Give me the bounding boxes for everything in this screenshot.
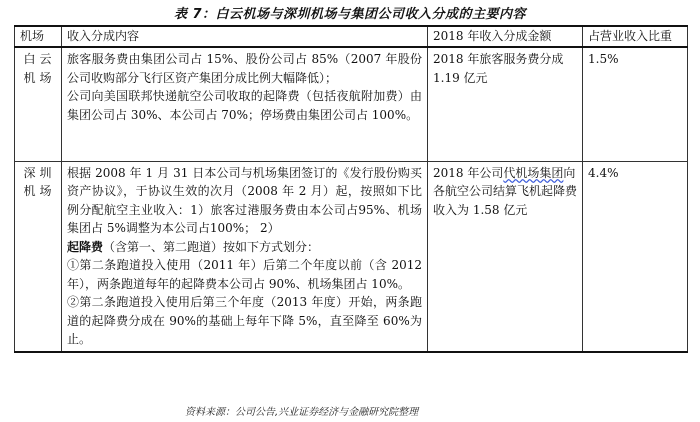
table-header-row	[15, 26, 688, 47]
amount-cell	[428, 161, 583, 352]
header-ratio: 占营业收入比重	[583, 26, 688, 47]
source-note: 资料来源：公司公告,兴业证券经济与金融研究院整理	[185, 407, 419, 418]
content-cell	[62, 161, 428, 352]
revenue-sharing-table	[14, 25, 688, 353]
table-row	[15, 161, 688, 352]
content-bold-tail: （含第一、第二跑道）按如下方式划分：	[103, 239, 320, 254]
content-paragraph	[67, 164, 422, 257]
header-content: 收入分成内容	[62, 26, 428, 47]
amount-post: 向各航空公司结算飞机起降费收入为 1.58 亿元	[433, 165, 578, 217]
entity-cell: 深圳机场	[15, 161, 62, 352]
amount-pre: 2018 年公司	[433, 165, 504, 180]
ratio-cell: 1.5%	[583, 47, 688, 161]
amount-cell: 2018 年旅客服务费分成 1.19 亿元	[428, 47, 583, 161]
spellcheck-marked-text: 代机场集团	[503, 165, 564, 180]
header-amount: 2018 年收入分成金额	[428, 26, 583, 47]
content-point: ①第二条跑道投入使用（2011 年）后第二个年度以前（含 2012 年），两条跑道每年的起降费本公司占 90%、机场集团占 10%。	[67, 258, 422, 291]
content-paragraph: 公司向美国联邦快递航空公司收取的起降费（包括夜航附加费）由集团公司占 30%、本公司占 70%；停场费由集团公司占 100%。	[67, 89, 422, 122]
content-bold-term: 起降费	[67, 239, 104, 254]
table-row	[15, 47, 688, 161]
content-point: ②第二条跑道投入使用后第三个年度（2013 年度）开始，两条跑道的起降费分成在 90%的基础上每年下降 5%，直至降至 60%为止。	[67, 295, 422, 346]
content-cell	[62, 47, 428, 161]
table-title: 表 7：白云机场与深圳机场与集团公司收入分成的主要内容	[173, 7, 527, 22]
header-airport: 机场	[15, 26, 62, 47]
content-paragraph: 旅客服务费由集团公司占 15%、股份公司占 85%（2007 年股份公司收购部分飞行区资产集团分成比例大幅降低）；	[67, 52, 422, 85]
entity-cell: 白云机场	[15, 47, 62, 161]
content-intro: 根据 2008 年 1 月 31 日本公司与机场集团签订的《发行股份购买资产协议》，于协议生效的次月（2008 年 2 月）起，按照如下比例分配航空主业收入：1）旅客过港服务费由本公司占95%、机场集团占 5%调整为本公司占100%； 2）	[67, 165, 422, 235]
ratio-cell: 4.4%	[583, 161, 688, 352]
